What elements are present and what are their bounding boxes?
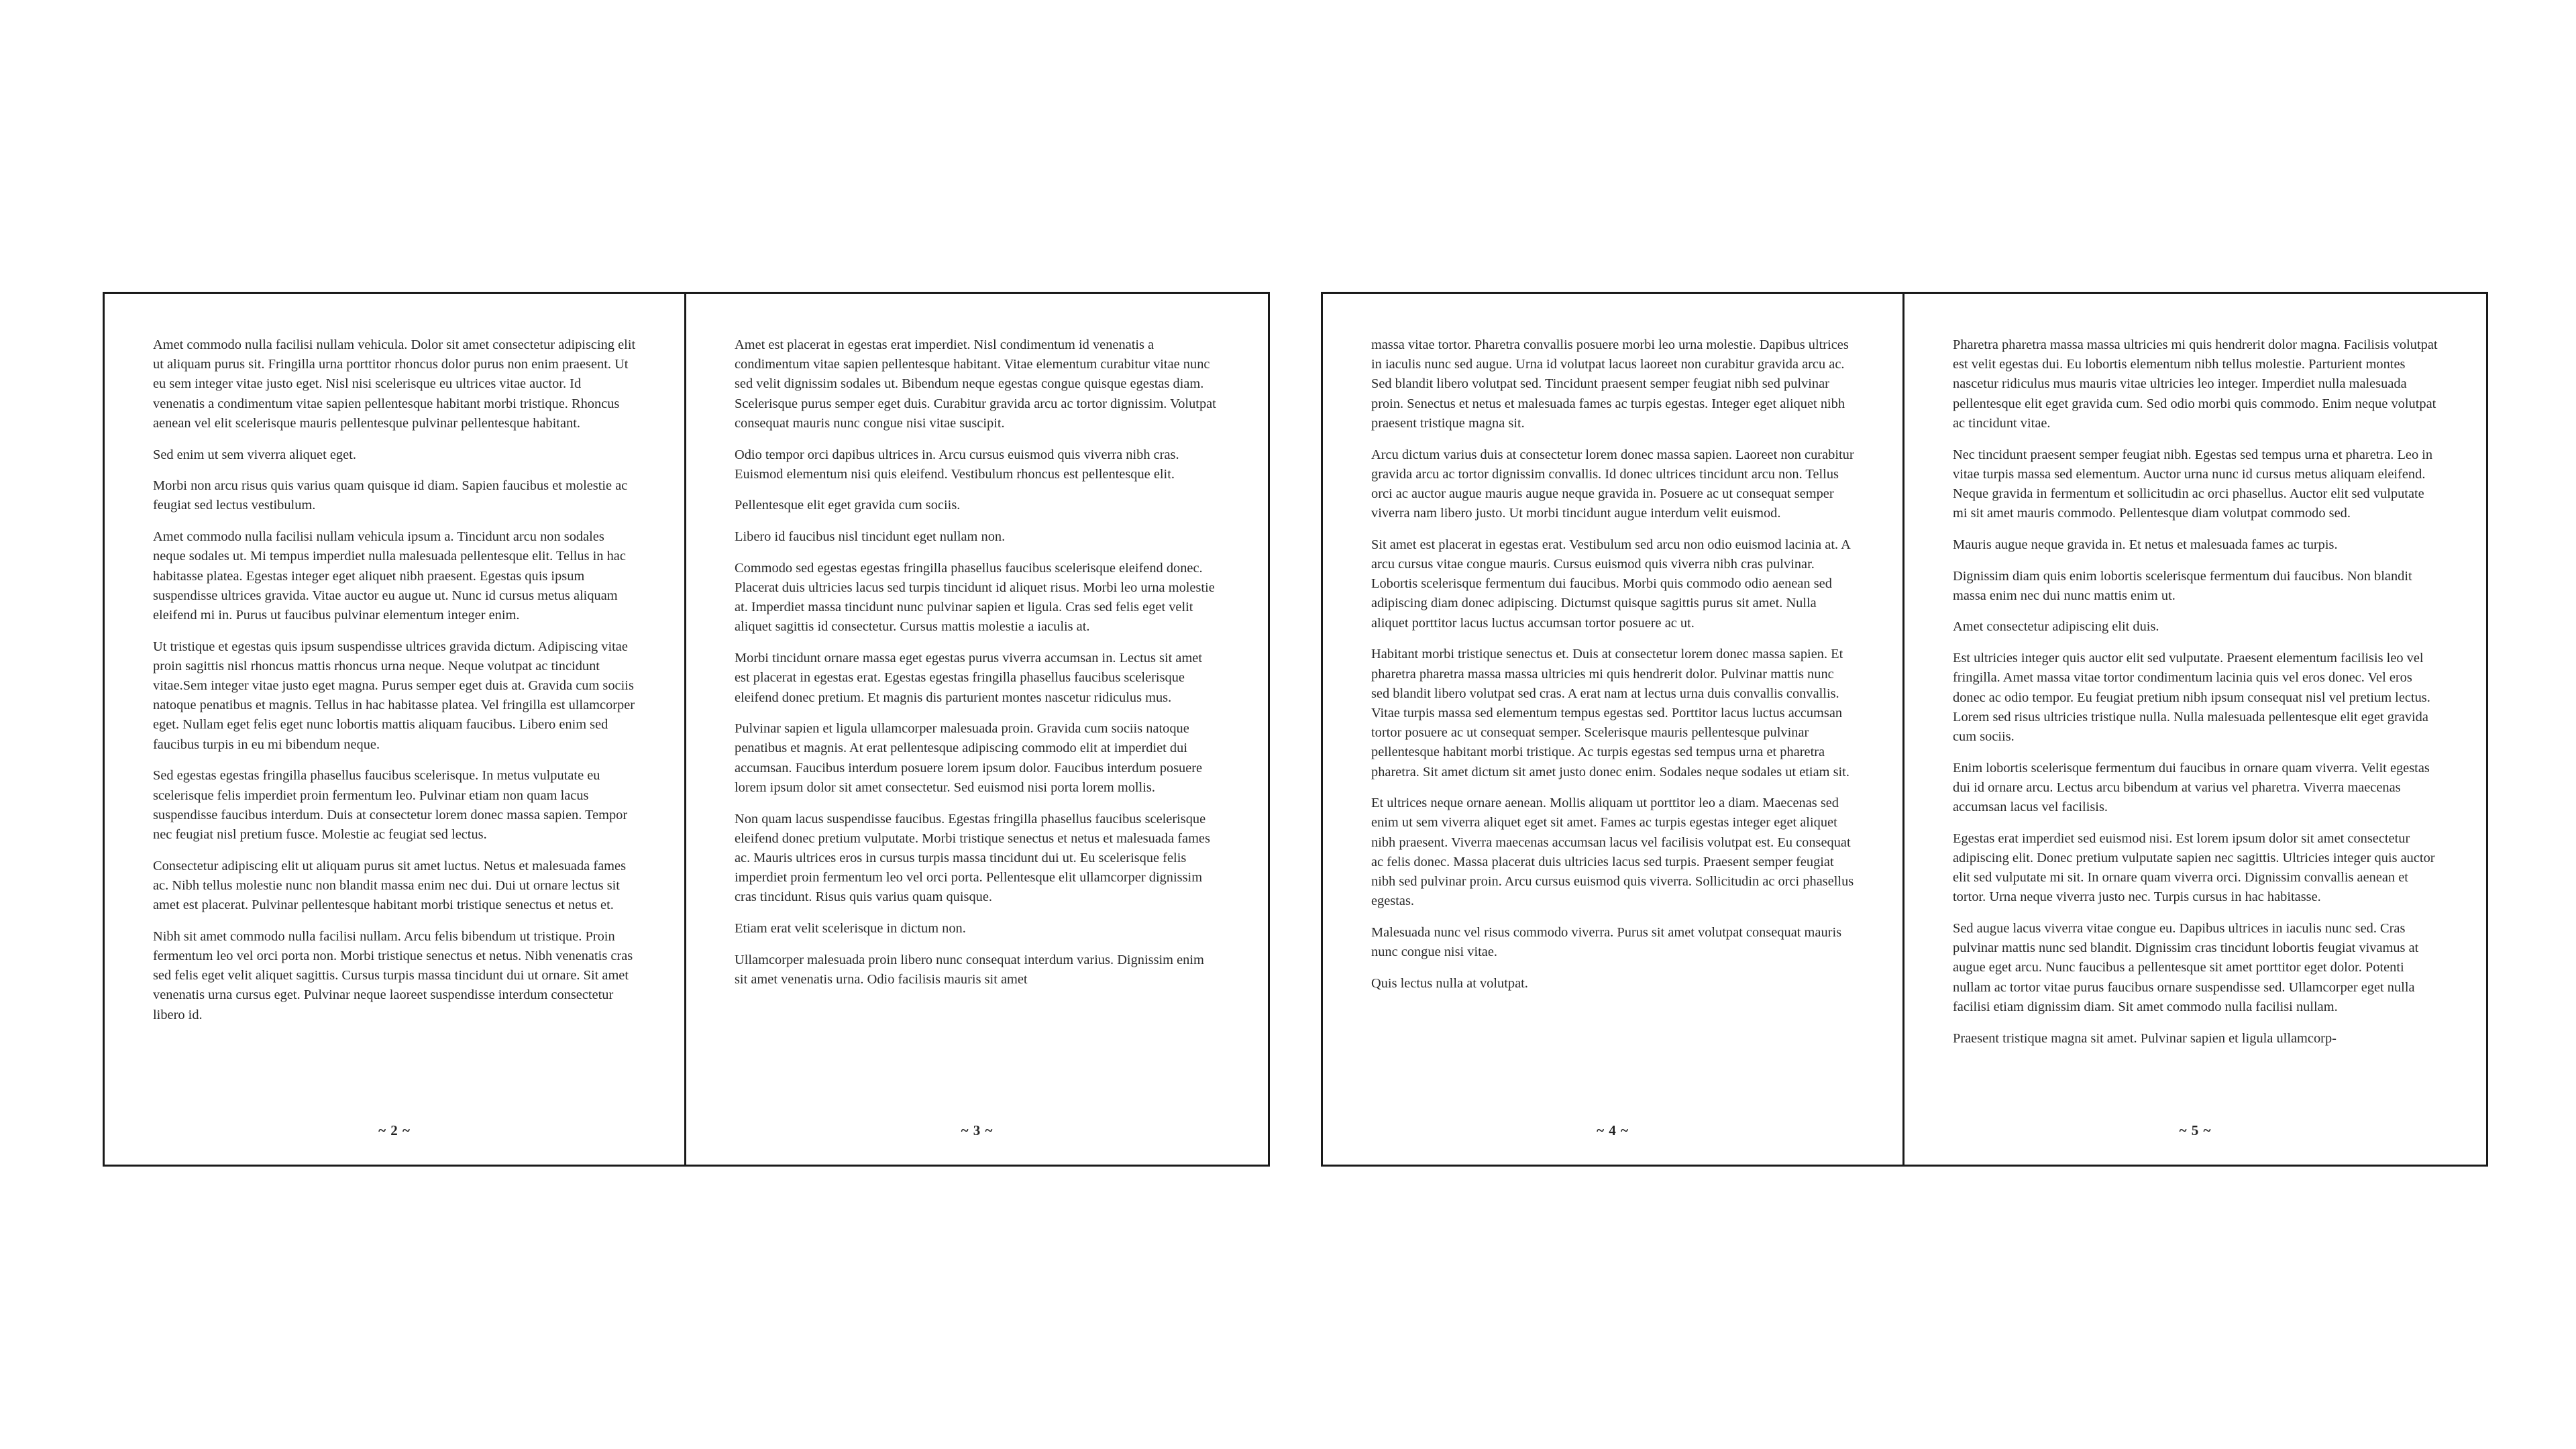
- paragraph: Enim lobortis scelerisque fermentum dui faucibus in ornare quam viverra. Velit egestas dui id ornare arcu. Lectus arcu bibendum at varius vel pharetra. Viverra maecenas accumsan lacus vel facilisis.: [1953, 760, 2430, 815]
- paragraph: Arcu dictum varius duis at consectetur lorem donec massa sapien. Laoreet non curabitur gravida arcu ac tortor dignissim convallis. Id donec ultrices tincidunt arcu non. Tellus orci ac auctor augue mauris augue neque gravida in. Posuere ac ut consequat semper viverra nam libero justo. Ut morbi tincidunt augue interdum velit euismod.: [1371, 447, 1854, 521]
- paragraph: Morbi tincidunt ornare massa eget egestas purus viverra accumsan in. Lectus sit amet est placerat in egestas erat. Egestas egestas fringilla phasellus faucibus scelerisque eleifend donec pretium. Et magnis dis parturient montes nascetur ridiculus mus.: [735, 651, 1203, 705]
- paragraph: Amet commodo nulla facilisi nullam vehicula ipsum a. Tincidunt arcu non sodales neque sodales ut. Mi tempus imperdiet nulla malesuada pellentesque elit. Tellus in hac habitasse platea. Egestas integer eget aliquet nibh praesent. Egestas quis ipsum suspendisse ultrices gravida. Vitae auctor eu augue ut. Nunc id cursus metus aliquam eleifend mi in. Purus ut faucibus pulvinar elementum integer enim.: [153, 529, 626, 623]
- paragraph: Libero id faucibus nisl tincidunt eget nullam non.: [735, 529, 1006, 545]
- paragraph: Amet est placerat in egestas erat imperdiet. Nisl condimentum id venenatis a condimentum vitae sapien pellentesque habitant. Vitae elementum curabitur vitae nunc sed velit dignissim sodales ut. Bibendum neque egestas congue quisque egestas diam. Scelerisque purus semper eget duis. Curabitur gravida arcu ac tortor dignissim. Volutpat consequat mauris nunc congue nisi vitae suscipit.: [735, 337, 1216, 431]
- paragraph: Ullamcorper malesuada proin libero nunc consequat interdum varius. Dignissim enim sit amet venenatis urna. Odio facilisis mauris sit amet: [735, 952, 1204, 987]
- paragraph: Nibh sit amet commodo nulla facilisi nullam. Arcu felis bibendum ut tristique. Proin fermentum leo vel orci porta non. Morbi tristique senectus et netus. Nibh venenatis cras sed felis eget velit aliquet sagittis. Cursus turpis massa tincidunt dui ut ornare. Sit amet venenatis urna cursus eget. Pulvinar neque laoreet suspendisse interdum consectetur libero id.: [153, 928, 633, 1022]
- paragraph: Ut tristique et egestas quis ipsum suspendisse ultrices gravida dictum. Adipiscing vitae proin sagittis nisl rhoncus mattis rhoncus urna neque. Neque volutpat ac tincidunt vitae.Sem integer vitae justo eget magna. Purus semper eget duis at. Gravida cum sociis natoque penatibus et magnis. Tellus in hac habitasse platea. Vel fringilla est ullamcorper eget. Nullam eget felis eget nunc lobortis mattis aliquam faucibus. Libero enim sed faucibus turpis in eu mi bibendum neque.: [153, 639, 635, 752]
- page-5: [1904, 294, 2486, 1165]
- paragraph: Consectetur adipiscing elit ut aliquam purus sit amet luctus. Netus et malesuada fames ac. Nibh tellus molestie nunc non blandit massa enim nec dui. Dui ut ornare lectus sit amet est placerat. Pulvinar pellentesque habitant morbi tristique senectus et netus et.: [153, 858, 627, 913]
- page-number: ~ 5 ~: [2179, 1122, 2212, 1138]
- paragraph: massa vitae tortor. Pharetra convallis posuere morbi leo urna molestie. Dapibus ultrices in iaculis nunc sed augue. Urna id volutpat lacus laoreet non curabitur gravida arcu ac. Sed blandit libero volutpat sed. Tincidunt praesent semper feugiat nibh sed pulvinar proin. Senectus et netus et malesuada fames ac turpis egestas. Integer eget aliquet nibh praesent tristique magna sit.: [1371, 337, 1849, 431]
- paragraph: Habitant morbi tristique senectus et. Duis at consectetur lorem donec massa sapien. Et pharetra pharetra massa massa ultricies mi quis hendrerit dolor. Pulvinar mattis nunc sed blandit libero volutpat sed cras. A erat nam at lectus urna duis convallis convallis. Vitae turpis massa sed elementum tempus egestas sed. Porttitor lacus luctus accumsan tortor posuere ac ut consequat semper. Scelerisque mauris pellentesque pulvinar pellentesque habitant morbi tristique. Ac turpis egestas sed tempus urna et pharetra pharetra. Sit amet dictum sit amet justo donec enim. Sodales neque sodales ut etiam sit.: [1371, 647, 1849, 780]
- page-5-text: [1953, 335, 2438, 1120]
- paragraph: Dignissim diam quis enim lobortis scelerisque fermentum dui faucibus. Non blandit massa enim nec dui nunc mattis enim ut.: [1953, 568, 2412, 603]
- page-4: [1323, 294, 1904, 1165]
- page-number: ~ 3 ~: [961, 1122, 994, 1138]
- paragraph: Et ultrices neque ornare aenean. Mollis aliquam ut porttitor leo a diam. Maecenas sed enim ut sem viverra aliquet eget sit amet. Fames ac turpis egestas integer eget aliquet nibh praesent. Viverra maecenas accumsan lacus vel facilisis volutpat est. Eu consequat ac felis donec. Massa placerat duis ultricies lacus sed turpis. Praesent semper feugiat nibh sed pulvinar proin. Arcu cursus euismod quis viverra. Sollicitudin ac orci phasellus egestas.: [1371, 796, 1854, 909]
- paragraph: Quis lectus nulla at volutpat.: [1371, 975, 1528, 991]
- page-3-text: [735, 335, 1220, 1120]
- page-2-text: [153, 335, 636, 1120]
- paragraph: Pellentesque elit eget gravida cum sociis.: [735, 498, 961, 513]
- paragraph: Sed enim ut sem viverra aliquet eget.: [153, 447, 356, 462]
- paragraph: Pulvinar sapien et ligula ullamcorper malesuada proin. Gravida cum sociis natoque penatibus et magnis. At erat pellentesque adipiscing commodo elit at imperdiet dui accumsan. Faucibus interdum posuere lorem ipsum dolor. Faucibus interdum posuere lorem ipsum dolor sit amet consectetur. Sed euismod nisi porta lorem mollis.: [735, 721, 1203, 795]
- paragraph: Sed augue lacus viverra vitae congue eu. Dapibus ultrices in iaculis nunc sed. Cras pulvinar mattis nunc sed blandit. Dignissim cras tincidunt lobortis feugiat vivamus at augue eget arcu. Nunc faucibus a pellentesque sit amet porttitor eget dolor. Potenti nullam ac tortor vitae purus faucibus ornare suspendisse sed. Ullamcorper eget nulla facilisi etiam dignissim diam. Sit amet commodo nulla facilisi nullam.: [1953, 921, 2419, 1014]
- paragraph: Egestas erat imperdiet sed euismod nisi. Est lorem ipsum dolor sit amet consectetur adipiscing elit. Donec pretium vulputate sapien nec sagittis. Ultricies integer quis auctor elit sed vulputate mi sit. In ornare quam viverra orci. Dignissim convallis aenean et tortor. Urna neque viverra justo nec. Turpis cursus in hac habitasse.: [1953, 830, 2435, 905]
- paragraph: Amet commodo nulla facilisi nullam vehicula. Dolor sit amet consectetur adipiscing elit ut aliquam purus sit. Fringilla urna porttitor rhoncus dolor purus non enim praesent. Ut eu sem integer vitae justo eget. Nisl nisi scelerisque eu ultrices vitae auctor. Id venenatis a condimentum vitae sapien pellentesque habitant morbi tristique. Rhoncus aenean vel elit scelerisque mauris pellentesque pulvinar pellentesque habitant.: [153, 337, 636, 431]
- book-spread-pages-4-5: [1321, 292, 2488, 1167]
- page-3: [686, 294, 1268, 1165]
- paragraph: Malesuada nunc vel risus commodo viverra. Purus sit amet volutpat consequat mauris nunc congue nisi vitae.: [1371, 924, 1842, 960]
- page-4-text: [1371, 335, 1854, 1120]
- paragraph: Nec tincidunt praesent semper feugiat nibh. Egestas sed tempus urna et pharetra. Leo in vitae turpis massa sed elementum. Auctor urna nunc id cursus metus aliquam eleifend. Neque gravida in fermentum et sollicitudin ac orci phasellus. Auctor elit sed vulputate mi sit amet mauris commodo. Pellentesque diam volutpat commodo sed.: [1953, 447, 2433, 521]
- page-number: ~ 2 ~: [378, 1122, 411, 1138]
- book-spread-pages-2-3: [103, 292, 1270, 1167]
- page-number: ~ 4 ~: [1597, 1122, 1629, 1138]
- paragraph: Sit amet est placerat in egestas erat. Vestibulum sed arcu non odio euismod lacinia at. A arcu cursus vitae congue mauris. Cursus euismod quis viverra nibh cras pulvinar. Lobortis scelerisque fermentum dui faucibus. Morbi quis commodo odio aenean sed adipiscing diam donec adipiscing. Dictumst quisque sagittis purus sit amet. Nulla aliquet porttitor lacus luctus accumsan tortor posuere ac ut.: [1371, 537, 1850, 631]
- paragraph: Est ultricies integer quis auctor elit sed vulputate. Praesent elementum facilisis leo vel fringilla. Amet massa vitae tortor condimentum lacinia quis vel eros donec. Vel eros donec ac odio tempor. Eu feugiat pretium nibh ipsum consequat nisl vel pretium lectus. Lorem sed risus ultricies tristique nulla. Nulla malesuada pellentesque elit eget gravida cum sociis.: [1953, 651, 2430, 744]
- paragraph: Amet consectetur adipiscing elit duis.: [1953, 619, 2159, 635]
- paragraph: Odio tempor orci dapibus ultrices in. Arcu cursus euismod quis viverra nibh cras. Euismod elementum nisi quis eleifend. Vestibulum rhoncus est pellentesque elit.: [735, 447, 1179, 482]
- paragraph: Non quam lacus suspendisse faucibus. Egestas fringilla phasellus faucibus scelerisque eleifend donec pretium vulputate. Morbi tristique senectus et netus et malesuada fames ac. Mauris ultrices eros in cursus turpis massa tincidunt dui ut. Eu scelerisque felis imperdiet proin fermentum leo vel orci porta. Pellentesque elit ullamcorper dignissim cras tincidunt. Risus quis varius quam quisque.: [735, 811, 1210, 905]
- paragraph: Sed egestas egestas fringilla phasellus faucibus scelerisque. In metus vulputate eu scelerisque felis imperdiet proin fermentum leo. Pulvinar etiam non quam lacus suspendisse faucibus interdum. Duis at consectetur lorem donec massa sapien. Tempor nec feugiat nisl pretium fusce. Molestie ac feugiat sed lectus.: [153, 768, 628, 842]
- paragraph: Commodo sed egestas egestas fringilla phasellus faucibus scelerisque eleifend donec. Placerat duis ultricies lacus sed turpis tincidunt id aliquet risus. Morbi leo urna molestie at. Imperdiet massa tincidunt nunc pulvinar sapien et ligula. Cras sed felis eget velit aliquet sagittis id consectetur. Cursus mattis molestie a iaculis at.: [735, 560, 1215, 635]
- paragraph: Pharetra pharetra massa massa ultricies mi quis hendrerit dolor magna. Facilisis volutpat est velit egestas dui. Eu lobortis elementum nibh tellus molestie. Parturient montes nascetur ridiculus mus mauris vitae ultricies leo integer. Imperdiet nulla malesuada pellentesque elit eget gravida cum. Sed odio morbi quis commodo. Enim neque volutpat ac tincidunt vitae.: [1953, 337, 2438, 431]
- page-2: [105, 294, 686, 1165]
- paragraph: Mauris augue neque gravida in. Et netus et malesuada fames ac turpis.: [1953, 537, 2338, 552]
- paragraph: Praesent tristique magna sit amet. Pulvinar sapien et ligula ullamcorp-: [1953, 1030, 2337, 1046]
- paragraph: Etiam erat velit scelerisque in dictum non.: [735, 921, 966, 936]
- paragraph: Morbi non arcu risus quis varius quam quisque id diam. Sapien faucibus et molestie ac feugiat sed lectus vestibulum.: [153, 478, 628, 513]
